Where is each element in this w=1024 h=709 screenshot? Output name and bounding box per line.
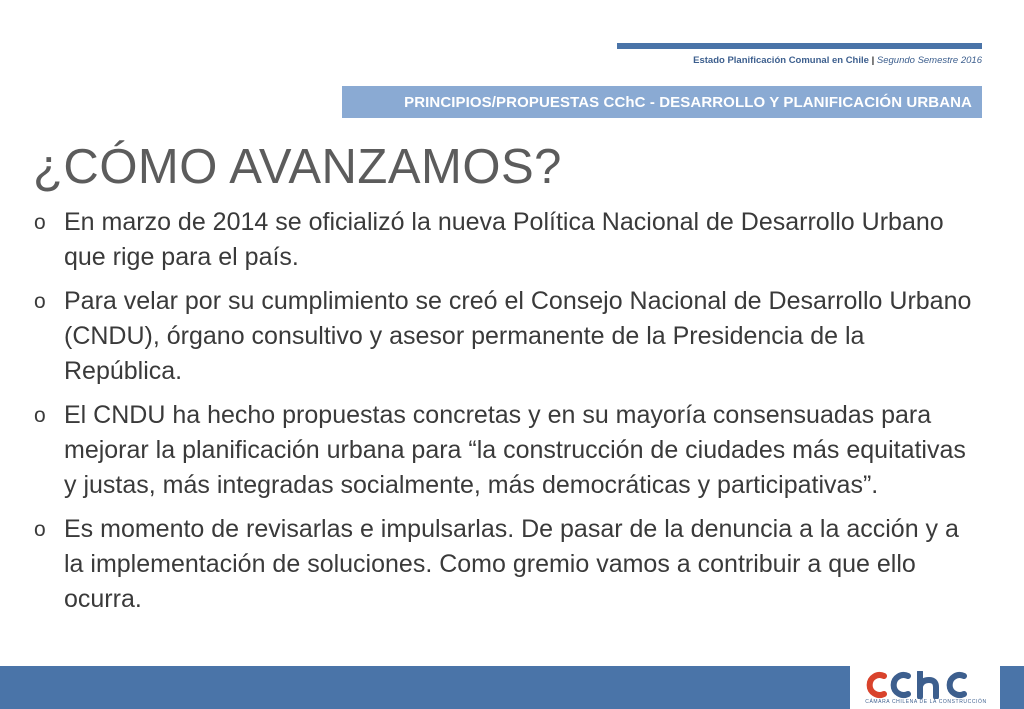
bullet-item bbox=[34, 512, 984, 617]
bullet-list bbox=[34, 205, 984, 626]
cchc-logo bbox=[850, 666, 1000, 709]
bullet-marker: o bbox=[34, 211, 46, 234]
bullet-marker: o bbox=[34, 404, 46, 427]
bullet-text: El CNDU ha hecho propuestas concretas y en su mayoría consensuadas para mejorar la planificación urbana para “la construcción de ciudades más equitativas y justas, más integradas socialmente, más democráticas y participativas”. bbox=[64, 401, 966, 499]
bullet-item bbox=[34, 205, 984, 275]
page-title: ¿CÓMO AVANZAMOS? bbox=[33, 140, 562, 194]
bullet-item bbox=[34, 398, 984, 503]
logo-subtitle: CÁMARA CHILENA DE LA CONSTRUCCIÓN bbox=[865, 699, 987, 705]
section-banner bbox=[342, 86, 982, 118]
bullet-marker: o bbox=[34, 518, 46, 541]
report-title: Estado Planificación Comunal en Chile bbox=[693, 55, 869, 66]
section-banner-label: PRINCIPIOS/PROPUESTAS CChC - DESARROLLO Y PLANIFICACIÓN URBANA bbox=[404, 93, 972, 111]
top-accent-rule bbox=[617, 43, 982, 49]
cchc-logo-mark-icon bbox=[864, 671, 986, 699]
bullet-text: En marzo de 2014 se oficializó la nueva Política Nacional de Desarrollo Urbano que rige para el país. bbox=[64, 208, 944, 271]
bullet-item bbox=[34, 284, 984, 389]
bullet-text: Es momento de revisarlas e impulsarlas. De pasar de la denuncia a la acción y a la implementación de soluciones. Como gremio vamos a contribuir a que ello ocurra. bbox=[64, 515, 959, 613]
bullet-text: Para velar por su cumplimiento se creó el Consejo Nacional de Desarrollo Urbano (CNDU), órgano consultivo y asesor permanente de la Presidencia de la República. bbox=[64, 287, 972, 385]
report-header bbox=[693, 55, 982, 66]
bullet-marker: o bbox=[34, 290, 46, 313]
report-period: Segundo Semestre 2016 bbox=[876, 55, 982, 66]
header-separator: | bbox=[871, 55, 875, 66]
